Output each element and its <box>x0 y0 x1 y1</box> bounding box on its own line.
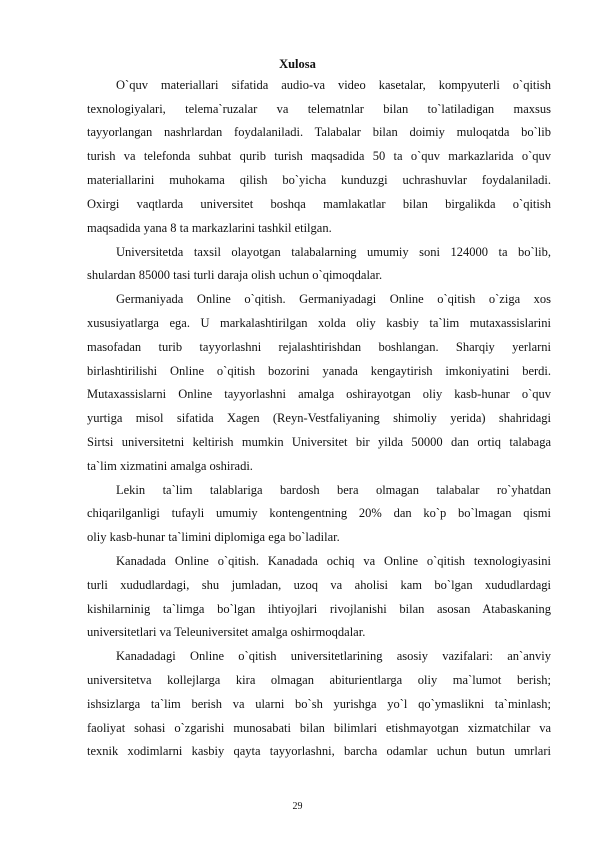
text-line: Sirtsi universitetni keltirish mumkin Universitet bir yilda 50000 dan ortiq talabaga <box>87 435 551 449</box>
text-line: faoliyat sohasi o`zgarishi munosabati bilan bilimlari etishmayotgan xizmatchilar va <box>87 721 551 735</box>
text-line: yurtiga misol sifatida Xagen (Reyn-Vestfaliyaning shimoliy yerida) shahridagi <box>87 411 551 425</box>
text-line: turish va telefonda suhbat qurib turish maqsadida 50 ta o`quv markazlarida o`quv <box>87 149 551 163</box>
text-line: Germaniyada Online o`qitish. Germaniyadagi Online o`qitish o`ziga xos <box>116 292 551 306</box>
text-line: texnik xodimlarni kasbiy qayta tayyorlashni, barcha odamlar uchun butun umrlari <box>87 744 551 758</box>
text-line: Kanadadagi Online o`qitish universitetlarining asosiy vazifalari: an`anviy <box>116 649 551 663</box>
text-line: O`quv materiallari sifatida audio-va video kasetalar, kompyuterli o`qitish <box>116 78 551 92</box>
text-line: tayyorlangan nashrlardan foydalaniladi. Talabalar bilan doimiy muloqatda bo`lib <box>87 125 551 139</box>
text-line: universitetlari va Teleuniversitet amalga oshirmoqdalar. <box>87 625 366 639</box>
text-line: turli xududlardagi, shu jumladan, uzoq va aholisi kam bo`lgan xududlardagi <box>87 578 551 592</box>
text-line: chiqarilganligi tufayli umumiy kontengentning 20% dan ko`p bo`lmagan qismi <box>87 506 551 520</box>
text-line: masofadan turib tayyorlashni rejalashtirishdan boshlangan. Sharqiy yerlarni <box>87 340 551 354</box>
text-line: materiallarini muhokama qilish bo`yicha kunduzgi uchrashuvlar foydalaniladi. <box>87 173 551 187</box>
text-line: shulardan 85000 tasi turli daraja olish uchun o`qimoqdalar. <box>87 268 383 282</box>
page-title: Xulosa <box>279 57 316 71</box>
text-line: birlashtirilishi Online o`qitish bozorini yanada kengaytirish imkoniyatini berdi. <box>87 364 551 378</box>
text-line: maqsadida yana 8 ta markazlarini tashkil etilgan. <box>87 221 332 235</box>
text-line: ta`lim xizmatini amalga oshiradi. <box>87 459 253 473</box>
text-line: Oxirgi vaqtlarda universitet boshqa mamlakatlar bilan birgalikda o`qitish <box>87 197 551 211</box>
text-line: Kanadada Online o`qitish. Kanadada ochiq va Online o`qitish texnologiyasini <box>116 554 551 568</box>
page-number: 29 <box>292 801 303 812</box>
text-line: Universitetda taxsil olayotgan talabalarning umumiy soni 124000 ta bo`lib, <box>116 245 551 259</box>
text-line: ishsizlarga ta`lim berish va ularni bo`sh yurishga yo`l qo`ymaslikni ta`minlash; <box>87 697 551 711</box>
text-line: Mutaxassislarni Online tayyorlashni amalga oshirayotgan oliy kasb-hunar o`quv <box>87 387 551 401</box>
text-line: universitetva kollejlarga kira olmagan abiturientlarga oliy ma`lumot berish; <box>87 673 551 687</box>
text-line: kishilarninig ta`limga bo`lgan ihtiyojlari rivojlanishi bilan asosan Atabaskaning <box>87 602 551 616</box>
text-line: Lekin ta`lim talablariga bardosh bera olmagan talabalar ro`yhatdan <box>116 483 551 497</box>
text-line: texnologiyalari, telema`ruzalar va telematnlar bilan to`latiladigan maxsus <box>87 102 551 116</box>
text-line: oliy kasb-hunar ta`limini diplomiga ega bo`ladilar. <box>87 530 340 544</box>
text-line: xususiyatlarga ega. U markalashtirilgan xolda oliy kasbiy ta`lim mutaxassislarini <box>87 316 551 330</box>
